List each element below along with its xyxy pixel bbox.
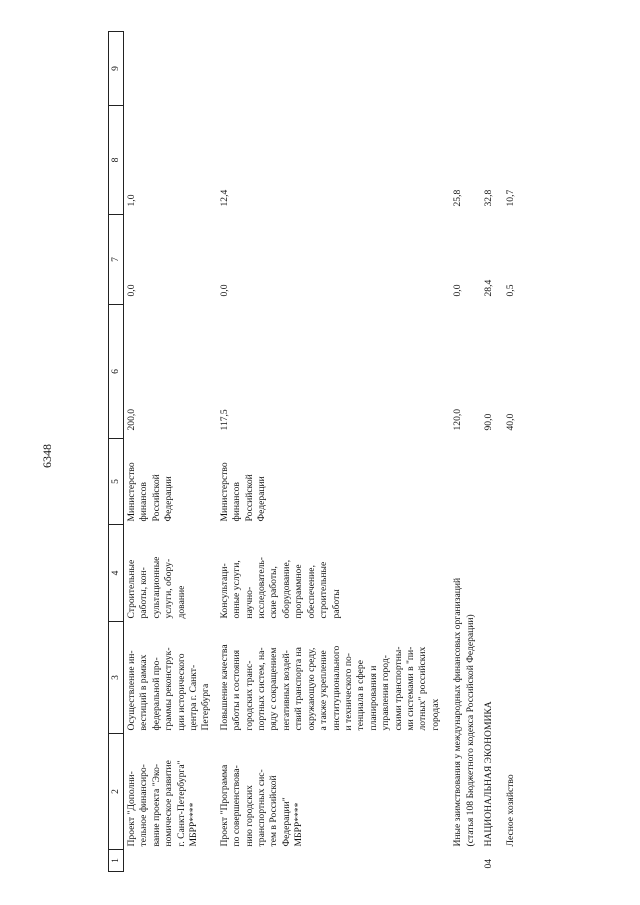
column-number: 1 <box>109 850 124 872</box>
column-number: 7 <box>109 215 124 305</box>
value-col9 <box>481 32 499 106</box>
project-ministry: Министерство финансов Российской Федерации <box>218 462 268 522</box>
table-row <box>481 32 499 872</box>
row-code <box>446 850 481 872</box>
project-items: Строительные работы, кон- сультационные услуги, обору- дование <box>126 556 187 619</box>
table-row <box>124 32 217 872</box>
value-col7: 28,4 <box>482 279 494 297</box>
value-col9 <box>217 32 446 106</box>
value-col7: 0,0 <box>126 284 137 297</box>
column-number: 6 <box>109 305 124 439</box>
value-col7: 0,0 <box>218 284 230 297</box>
project-name: Проект "Дополни- тельное финансиро- вание проекта "Эко- номическое развитие г. Санкт-Петербурга" МБРР**** <box>126 760 200 847</box>
column-number: 2 <box>109 734 124 850</box>
value-col8: 32,8 <box>482 189 494 207</box>
value-col6: 117,5 <box>218 409 230 431</box>
value-col9 <box>124 32 217 106</box>
table-row <box>446 32 481 872</box>
column-number: 8 <box>109 106 124 215</box>
value-col6: 90,0 <box>482 413 494 431</box>
subsection-title: Лесное хозяйство <box>505 774 517 847</box>
other-borrowings-label: Иные заимствования у международных финансовых организаций (статья 108 Бюджетного кодекса Российской Федерации) <box>452 577 476 847</box>
project-description: Осуществление ин- вестиций в рамках федеральной про- граммы реконструк- ции исторического центра г. Санкт- Петербурга <box>126 647 212 731</box>
budget-table <box>108 31 522 872</box>
value-col9 <box>499 32 521 106</box>
table-row <box>499 32 521 872</box>
column-number: 4 <box>109 525 124 622</box>
value-col8: 25,8 <box>452 189 464 207</box>
rotated-page-content <box>108 32 533 872</box>
column-number: 9 <box>109 32 124 106</box>
value-col7: 0,0 <box>452 284 464 297</box>
value-col6: 40,0 <box>505 413 517 431</box>
project-items: Консультаци- онные услуги, научно- исследователь- ские работы, оборудование, программное обеспечение, строительные работы <box>218 557 342 619</box>
value-col8: 1,0 <box>126 194 137 207</box>
value-col7: 0,5 <box>505 284 517 297</box>
project-ministry: Министерство финансов Российской Федерации <box>126 462 175 522</box>
section-title: НАЦИОНАЛЬНАЯ ЭКОНОМИКА <box>482 701 494 847</box>
value-col6: 120,0 <box>452 408 464 431</box>
value-col8: 12,4 <box>218 189 230 207</box>
value-col9 <box>446 32 481 106</box>
project-description: Повышение качества работы и состояния городских транс- портных систем, на- ряду с сокращением негативных воздей- ствий транспорта на окружающую среду, а также укрепление институционального и технического по- тенциала в сфере планирования и управления город- скими транспортны- ми системами в "пи- лотных" российских городах <box>218 644 441 731</box>
column-number-row <box>109 32 124 872</box>
page-number: 6348 <box>40 444 54 468</box>
row-code: 04 <box>482 858 494 869</box>
value-col6: 200,0 <box>126 408 137 431</box>
row-code <box>217 850 446 872</box>
table-row <box>217 32 446 872</box>
column-number: 5 <box>109 439 124 525</box>
value-col8: 10,7 <box>505 189 517 207</box>
row-code <box>124 850 217 872</box>
project-name: Проект "Программа по совершенствова- нию городских транспортных сис- тем в Российской Федерации" МБРР**** <box>218 764 305 847</box>
column-number: 3 <box>109 622 124 734</box>
row-code <box>499 850 521 872</box>
